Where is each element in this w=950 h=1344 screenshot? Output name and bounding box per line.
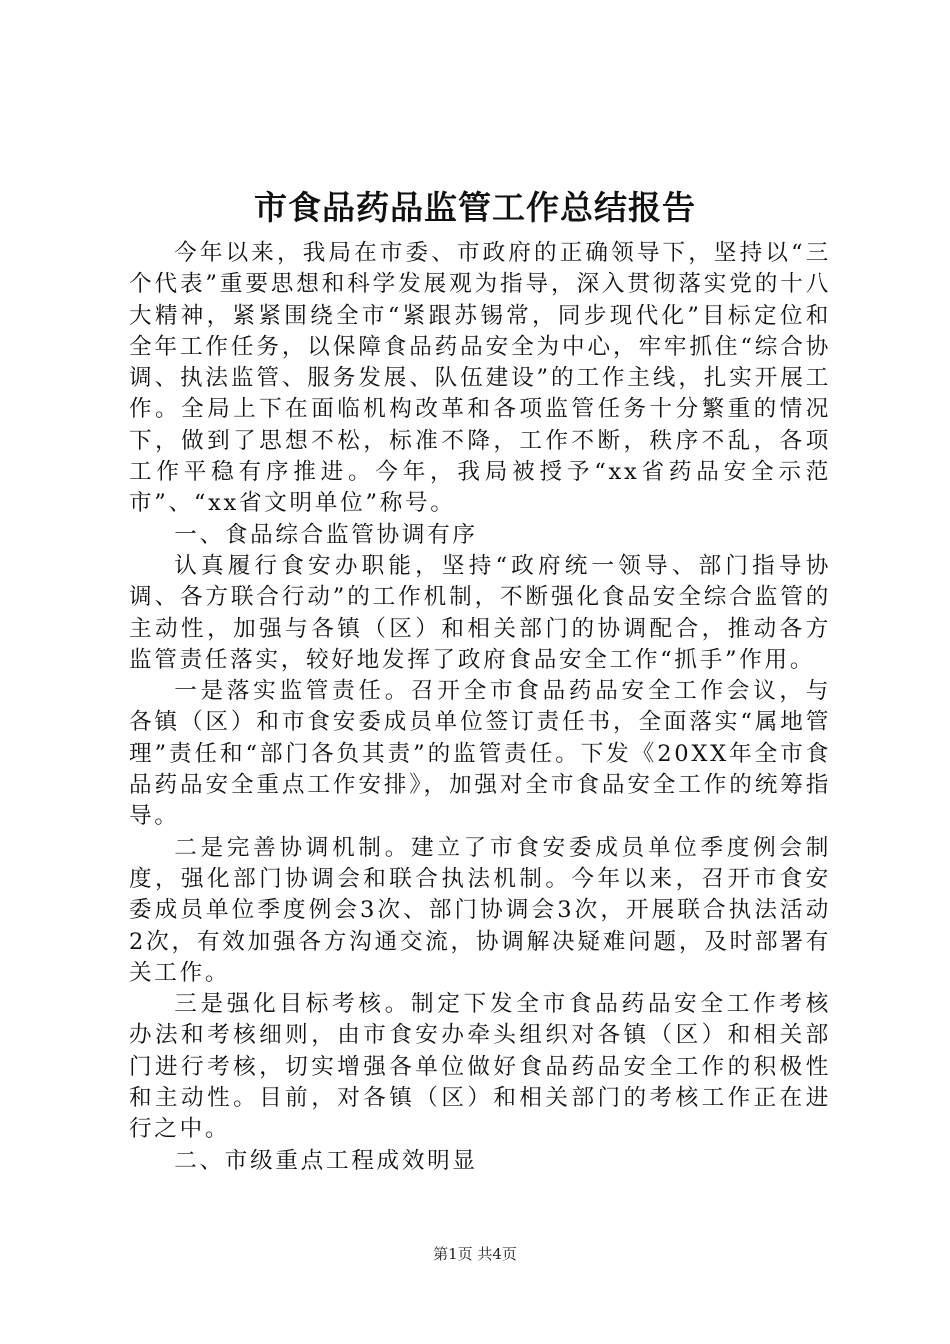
item-1-paragraph: 一是落实监管责任。召开全市食品药品安全工作会议，与各镇（区）和市食安委成员单位签订责任书，全面落实“属地管理”责任和“部门各负其责”的监管责任。下发《20XX年全市食品药品安全重点工作安排》，加强对全市食品安全工作的统筹指导。	[129, 678, 831, 830]
item-2-paragraph: 二是完善协调机制。建立了市食安委成员单位季度例会制度，强化部门协调会和联合执法机制。今年以来，召开市食安委成员单位季度例会3次、部门协调会3次，开展联合执法活动2次，有效加强各方沟通交流，协调解决疑难问题，及时部署有关工作。	[129, 834, 831, 986]
document-body	[129, 238, 831, 1177]
section-1-paragraph: 认真履行食安办职能，坚持“政府统一领导、部门指导协调、各方联合行动”的工作机制，不断强化食品安全综合监管的主动性，加强与各镇（区）和相关部门的协调配合，推动各方监管责任落实，较好地发挥了政府食品安全工作“抓手”作用。	[129, 552, 831, 673]
document-title: 市食品药品监管工作总结报告	[254, 188, 696, 227]
intro-paragraph: 今年以来，我局在市委、市政府的正确领导下，坚持以“三个代表”重要思想和科学发展观为指导，深入贯彻落实党的十八大精神，紧紧围绕全市“紧跟苏锡常，同步现代化”目标定位和全年工作任务，以保障食品药品安全为中心，牢牢抓住“综合协调、执法监管、服务发展、队伍建设”的工作主线，扎实开展工作。全局上下在面临机构改革和各项监管任务十分繁重的情况下，做到了思想不松，标准不降，工作不断，秩序不乱，各项工作平稳有序推进。今年，我局被授予“xx省药品安全示范市”、“xx省文明单位”称号。	[129, 240, 831, 517]
section-heading-1: 一、食品综合监管协调有序	[174, 521, 478, 548]
section-heading-2: 二、市级重点工程成效明显	[174, 1147, 478, 1174]
item-3-paragraph: 三是强化目标考核。制定下发全市食品药品安全工作考核办法和考核细则，由市食安办牵头组织对各镇（区）和相关部门进行考核，切实增强各单位做好食品药品安全工作的积极性和主动性。目前，对各镇（区）和相关部门的考核工作正在进行之中。	[129, 991, 831, 1143]
page-footer: 第1页 共4页	[433, 1245, 517, 1263]
